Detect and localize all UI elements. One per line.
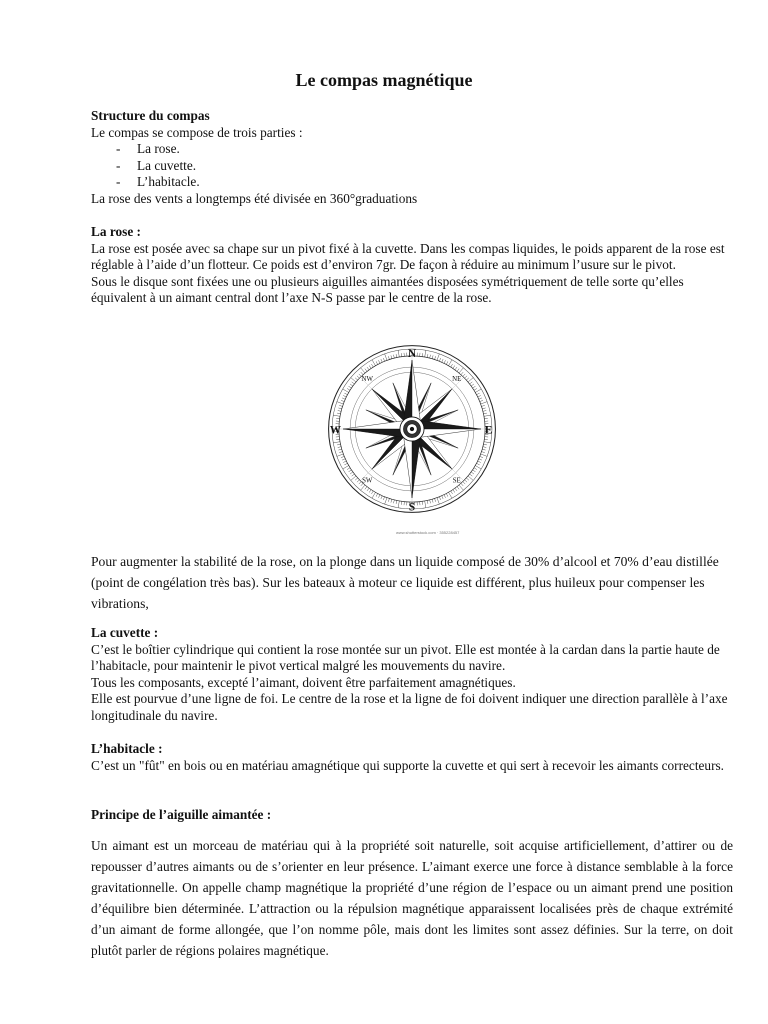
stability-paragraph: Pour augmenter la stabilité de la rose, on la plonge dans un liquide composé de 30% d’alcool et 70% d’eau distillée (point de congélation très bas). Sur les bateaux à moteur ce liquide est différent, plus huileux pour compenser les vibrations, [91, 554, 719, 611]
structure-section [91, 108, 731, 207]
list-item: - La cuvette. [116, 157, 197, 173]
bullet-dash: - [116, 157, 121, 173]
list-item: - L’habitacle. [116, 174, 200, 189]
structure-intro: Le compas se compose de trois parties : [91, 124, 303, 140]
northwest-label: NW [361, 375, 374, 383]
northeast-label: NE [452, 375, 462, 383]
rose-paragraph-2: Sous le disque sont fixées une ou plusieurs aiguilles aimantées disposées symétriquement de telle sorte qu’elles équivalent à un aimant central dont l’axe N-S passe par le centre de la rose. [91, 273, 684, 305]
habitacle-section [91, 741, 731, 774]
rose-heading: La rose : [91, 224, 141, 239]
cuvette-paragraph-2: Tous les composants, excepté l’aimant, doivent être parfaitement amagnétiques. [91, 674, 516, 690]
southwest-label: SW [362, 477, 373, 485]
image-credit: www.shutterstock.com · 355228457 [396, 530, 460, 535]
parts-list [91, 141, 731, 191]
habitacle-heading: L’habitacle : [91, 741, 163, 756]
cuvette-heading: La cuvette : [91, 625, 159, 640]
west-label: W [329, 424, 342, 437]
structure-heading: Structure du compas [91, 108, 210, 123]
habitacle-paragraph: C’est un "fût" en bois ou en matériau amagnétique qui supporte la cuvette et qui sert à recevoir les aimants correcteurs. [91, 757, 725, 773]
rose-paragraph-1: La rose est posée avec sa chape sur un pivot fixé à la cuvette. Dans les compas liquides, le poids apparent de la rose est réglable à l’aide d’un flotteur. Ce poids est d’environ 7gr. De façon à réduire au minimum l’usure sur le pivot. [91, 240, 725, 272]
bullet-dash: - [116, 174, 121, 189]
cuvette-section [91, 625, 731, 724]
southeast-label: SE [452, 477, 461, 485]
compass-rose-figure [326, 343, 498, 515]
principe-paragraph: Un aimant est un morceau de matériau qui à la propriété soit naturelle, soit acquise artificiellement, d’attirer ou de repousser d’autres aimants ou de s’orienter en leur présence. L’aimant exerce une force à distance semblable à la force gravitationnelle. On appelle champ magnétique la propriété d’une région de l’espace ou un aimant prend une position d’équilibre bien déterminée. L’attraction ou la répulsion magnétique apparaissent localisées près de chaque extrémité d’un aimant de forme allongée, que l’on nomme pôle, mais dont les limites sont assez définies. Sur la terre, on doit plutôt parler de régions polaires magnétique. [91, 838, 733, 958]
cuvette-paragraph-1: C’est le boîtier cylindrique qui contient la rose montée sur un pivot. Elle est montée à la cardan dans la partie haute de l’habitacle, pour maintenir le pivot vertical malgré les mouvements du navire. [91, 641, 720, 673]
east-label: E [484, 424, 493, 437]
principe-heading: Principe de l’aiguille aimantée : [91, 807, 272, 822]
bullet-dash: - [116, 141, 121, 156]
rose-section [91, 224, 731, 307]
graduation-note: La rose des vents a longtemps été divisée en 360°graduations [91, 190, 418, 206]
cuvette-paragraph-3: Elle est pourvue d’une ligne de foi. Le centre de la rose et la ligne de foi doivent indiquer une direction parallèle à l’axe longitudinale du navire. [91, 691, 728, 723]
list-item: - La rose. [116, 141, 180, 156]
north-label: N [407, 347, 417, 360]
page-title: Le compas magnétique [295, 70, 473, 90]
south-label: S [408, 501, 416, 514]
